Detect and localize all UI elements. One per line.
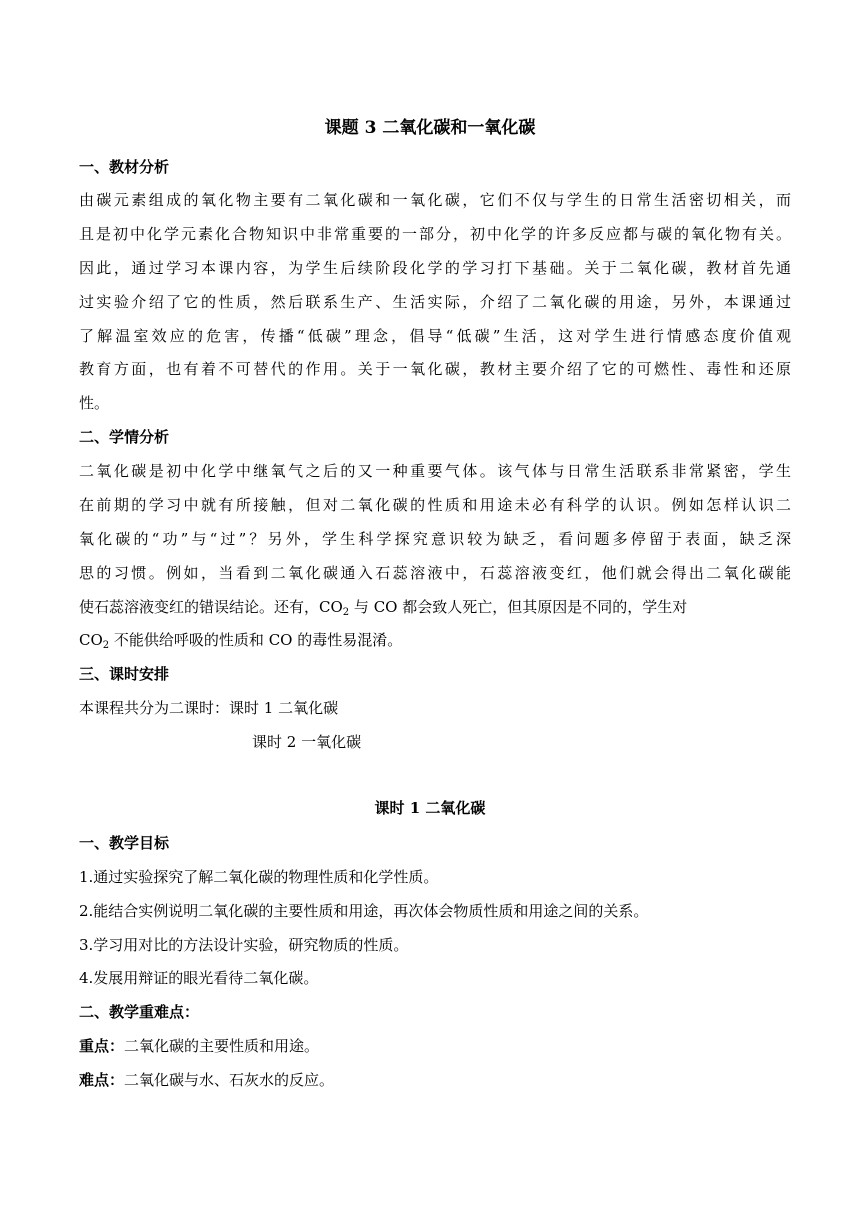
- paragraph-line: [79, 629, 402, 651]
- paragraph-line: 过实验介绍了它的性质，然后联系生产、生活实际，介绍了二氧化碳的用途，另外，本课通过: [79, 293, 791, 311]
- subscript: 2: [342, 607, 350, 618]
- paragraph-line: 性。: [79, 394, 110, 412]
- schedule-line: 本课程共分为二课时：课时 1 二氧化碳: [79, 699, 339, 717]
- goal-item: 3.学习用对比的方法设计实验，研究物质的性质。: [79, 936, 409, 954]
- paragraph-line: 了解温室效应的危害，传播“低碳”理念，倡导“低碳”生活，这对学生进行情感态度价值观: [79, 327, 791, 345]
- document-title: 课题 3 二氧化碳和一氧化碳: [324, 118, 536, 138]
- paragraph-line: 且是初中化学元素化合物知识中非常重要的一部分，初中化学的许多反应都与碳的氧化物有关。: [79, 225, 791, 243]
- paragraph-line: 思的习惯。例如，当看到二氧化碳通入石蕊溶液中，石蕊溶液变红，他们就会得出二氧化碳能: [79, 564, 791, 582]
- section-heading-focus: 二、教学重难点：: [79, 1003, 200, 1021]
- difficulty-text: 二氧化碳与水、石灰水的反应。: [124, 1071, 335, 1089]
- key-point-line: [79, 1035, 319, 1057]
- text-run: 使石蕊溶液变红的错误结论。还有，CO: [79, 598, 343, 616]
- paragraph-line: 由碳元素组成的氧化物主要有二氧化碳和一氧化碳，它们不仅与学生的日常生活密切相关，而: [79, 191, 791, 209]
- section-heading-goals: 一、教学目标: [79, 834, 170, 852]
- paragraph-line: 因此，通过学习本课内容，为学生后续阶段化学的学习打下基础。关于二氧化碳，教材首先通: [79, 259, 791, 277]
- schedule-line: 课时 2 一氧化碳: [252, 733, 362, 751]
- paragraph-line: 二氧化碳是初中化学中继氧气之后的又一种重要气体。该气体与日常生活联系非常紧密，学生: [79, 462, 791, 480]
- difficulty-label: 难点：: [79, 1071, 125, 1089]
- section-heading-textbook-analysis: 一、教材分析: [79, 158, 170, 176]
- key-point-label: 重点：: [79, 1037, 125, 1055]
- text-run: 与 CO 都会致人死亡，但其原因是不同的，学生对: [349, 598, 688, 616]
- key-point-text: 二氧化碳的主要性质和用途。: [124, 1037, 320, 1055]
- subscript: 2: [102, 640, 110, 651]
- text-run: 不能供给呼吸的性质和 CO 的毒性易混淆。: [109, 631, 403, 649]
- goal-item: 1.通过实验探究了解二氧化碳的物理性质和化学性质。: [79, 868, 439, 886]
- lesson-title: 课时 1 二氧化碳: [374, 799, 486, 817]
- paragraph-line: 教育方面，也有着不可替代的作用。关于一氧化碳，教材主要介绍了它的可燃性、毒性和还原: [79, 360, 791, 378]
- paragraph-line: 在前期的学习中就有所接触，但对二氧化碳的性质和用途未必有科学的认识。例如怎样认识二: [79, 496, 791, 514]
- difficulty-line: [79, 1069, 334, 1091]
- section-heading-schedule: 三、课时安排: [79, 665, 170, 683]
- paragraph-line: 氧化碳的“功”与“过”？另外，学生科学探究意识较为缺乏，看问题多停留于表面，缺乏深: [79, 530, 791, 548]
- paragraph-line: [79, 596, 687, 618]
- text-run: CO: [79, 631, 103, 649]
- goal-item: 4.发展用辩证的眼光看待二氧化碳。: [79, 969, 319, 987]
- goal-item: 2.能结合实例说明二氧化碳的主要性质和用途，再次体会物质性质和用途之间的关系。: [79, 902, 649, 920]
- section-heading-learner-analysis: 二、学情分析: [79, 428, 170, 446]
